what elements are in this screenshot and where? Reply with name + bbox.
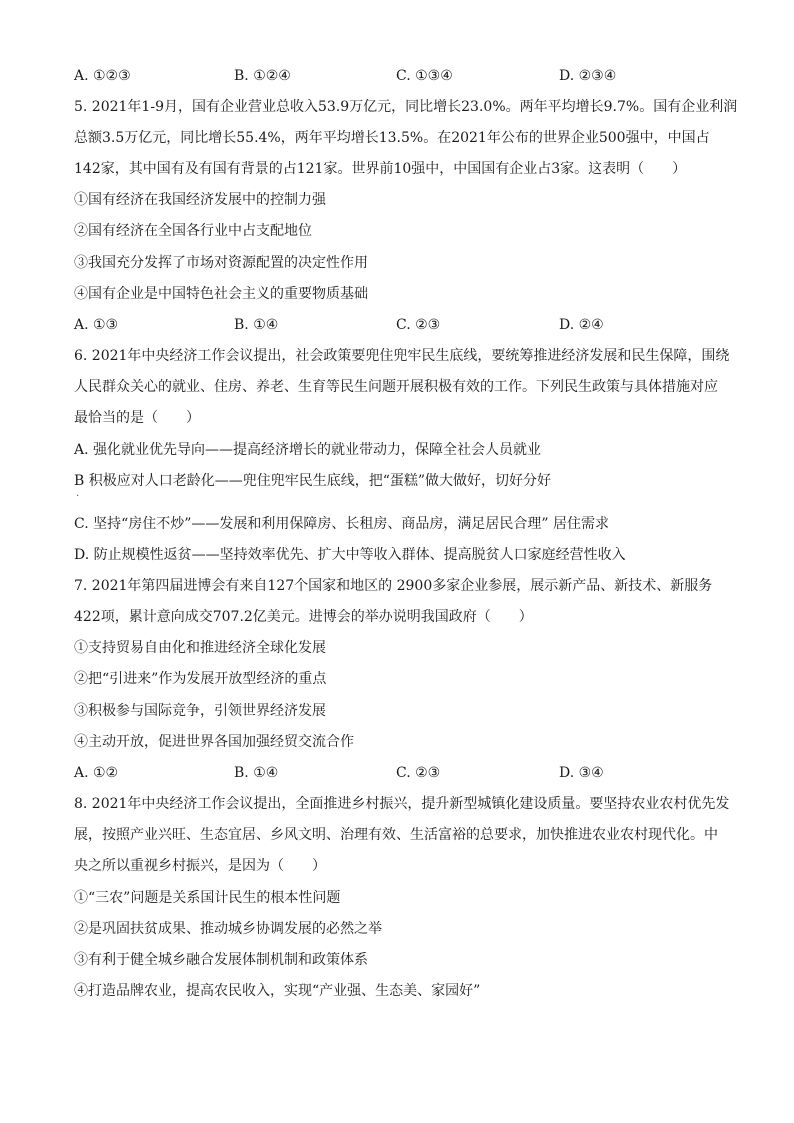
q5-stem-line-3: 142家，其中国有及有国有背景的占121家。世界前10强中，中国国有企业占3家。这表明（ ） [74,161,687,177]
q6-stem-line-1: 6. 2021年中央经济工作会议提出，社会政策要兜住兜牢民生底线，要统筹推进经济发展和民生保障，围绕 [74,348,730,364]
stray-mark: · [76,491,80,502]
q4-option-a: A. ①②③ [74,68,131,84]
q8-stem-line-1: 8. 2021年中央经济工作会议提出，全面推进乡村振兴，提升新型城镇化建设质量。要坚持农业农村优先发 [74,796,730,812]
q4-option-c: C. ①③④ [396,68,453,84]
q7-stem-line-2: 422项，累计意向成交707.2亿美元。进博会的举办说明我国政府（ ） [74,609,533,625]
q4-option-b: B. ①②④ [234,68,291,84]
q7-option-a: A. ①② [74,765,119,781]
q5-item-1: ①国有经济在我国经济发展中的控制力强 [74,192,326,208]
q5-option-b: B. ①④ [234,317,279,333]
q6-choice-b: B 积极应对人口老龄化——兜住兜牢民生底线，把“蛋糕”做大做好，切好分好 [74,473,552,489]
q8-item-2: ②是巩固扶贫成果、推动城乡协调发展的必然之举 [74,921,382,937]
q5-option-a: A. ①③ [74,317,119,333]
q5-item-4: ④国有企业是中国特色社会主义的重要物质基础 [74,286,368,302]
q7-item-2: ②把“引进来”作为发展开放型经济的重点 [74,671,327,687]
q4-options [74,66,734,86]
q7-item-3: ③积极参与国际竞争，引领世界经济发展 [74,703,326,719]
q8-stem-line-2: 展，按照产业兴旺、生态宜居、乡风文明、治理有效、生活富裕的总要求，加快推进农业农村现代化。中 [74,827,718,843]
q7-options [74,763,734,783]
q5-item-3: ③我国充分发挥了市场对资源配置的决定性作用 [74,255,368,271]
q5-stem-line-2: 总额3.5万亿元，同比增长55.4%，两年平均增长13.5%。在2021年公布的世界企业500强中，中国占 [74,130,710,146]
q5-options [74,315,734,335]
q8-item-3: ③有利于健全城乡融合发展体制机制和政策体系 [74,952,368,968]
q7-option-d: D. ③④ [559,765,604,781]
q5-item-2: ②国有经济在全国各行业中占支配地位 [74,223,312,239]
q8-item-4: ④打造品牌农业，提高农民收入，实现“产业强、生态美、家园好” [74,983,481,999]
q8-item-1: ①“三农”问题是关系国计民生的根本性问题 [74,890,341,906]
q7-option-b: B. ①④ [234,765,279,781]
q4-option-d: D. ②③④ [559,68,617,84]
q6-stem-line-2: 人民群众关心的就业、住房、养老、生育等民生问题开展积极有效的工作。下列民生政策与具体措施对应 [74,379,718,395]
q5-option-c: C. ②③ [396,317,441,333]
q7-item-1: ①支持贸易自由化和推进经济全球化发展 [74,640,326,656]
q6-stem-line-3: 最恰当的是（ ） [74,410,200,426]
q7-option-c: C. ②③ [396,765,441,781]
q6-choice-c: C. 坚持“房住不炒”——发展和利用保障房、长租房、商品房，满足居民合理” 居住需求 [74,516,610,532]
q7-stem-line-1: 7. 2021年第四届进博会有来自127个国家和地区的 2900多家企业参展，展示新产品、新技术、新服务 [74,578,713,594]
q5-option-d: D. ②④ [559,317,604,333]
q7-item-4: ④主动开放，促进世界各国加强经贸交流合作 [74,734,354,750]
q6-choice-a: A. 强化就业优先导向——提高经济增长的就业带动力，保障全社会人员就业 [74,442,542,458]
q8-stem-line-3: 央之所以重视乡村振兴，是因为（ ） [74,858,326,874]
q5-stem-line-1: 5. 2021年1-9月，国有企业营业总收入53.9万亿元，同比增长23.0%。两年平均增长9.7%。国有企业利润 [74,99,738,115]
q6-choice-d: D. 防止规模性返贫——坚持效率优先、扩大中等收入群体、提高脱贫人口家庭经营性收入 [74,547,626,563]
